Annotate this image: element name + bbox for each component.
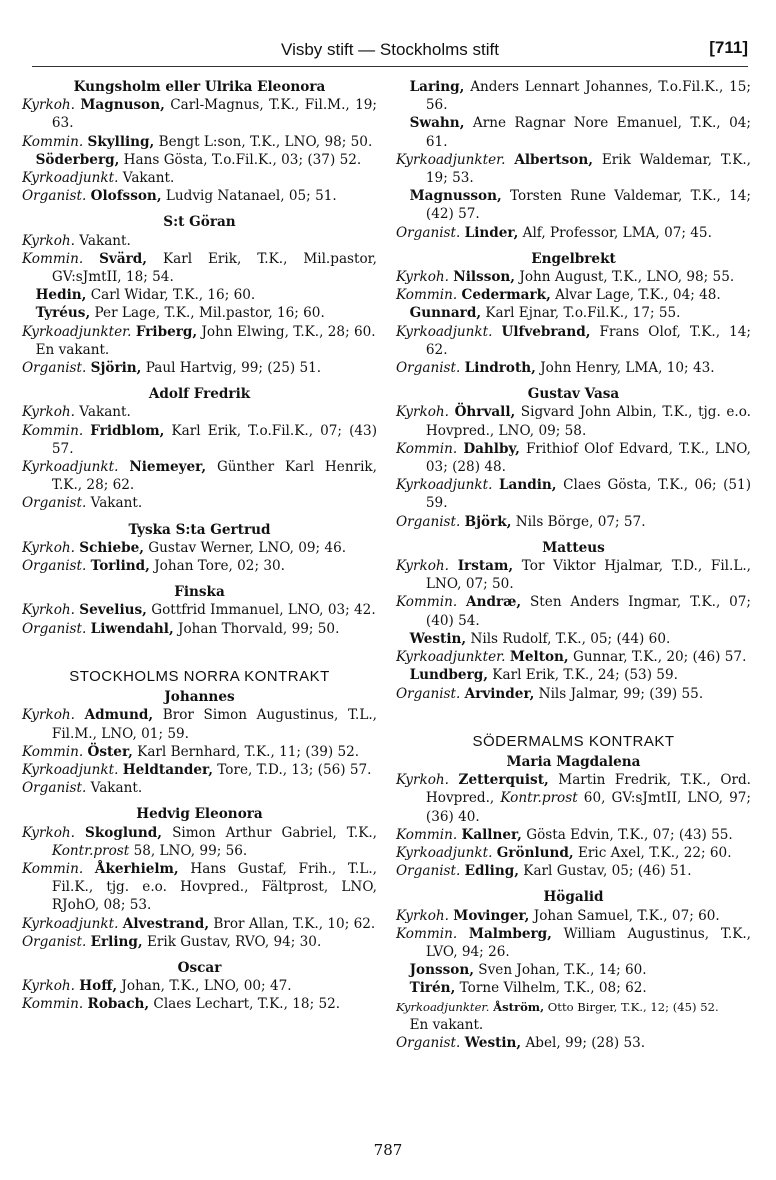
clergy-entry: Kyrkoh. Hoff, Johan, T.K., LNO, 00; 47.: [22, 978, 292, 995]
clergy-entry: Kyrkoh. Movinger, Johan Samuel, T.K., 07; 60.: [396, 907, 720, 924]
clergy-entry: Magnusson, Torsten Rune Valdemar, T.K., 14; (42) 57.: [409, 188, 751, 223]
parish-heading: Finska: [174, 584, 225, 601]
clergy-entry: Organist. Liwendahl, Johan Thorvald, 99; 50.: [22, 620, 340, 637]
clergy-entry: Kyrkoh. Magnuson, Carl-Magnus, T.K., Fil.M., 19; 63.: [22, 97, 377, 132]
clergy-entry: Kyrkoadjunkter. Albertson, Erik Waldemar, T.K., 19; 53.: [396, 151, 751, 187]
clergy-entry: Kommin. Åkerhielm, Hans Gustaf, Frih., T.L., Fil.K., tjg. e.o. Hovpred., Fältprost, LNO, RJohO, 08; 53.: [22, 860, 377, 914]
clergy-entry: Jonsson, Sven Johan, T.K., 14; 60.: [409, 962, 647, 979]
parish-heading: Hedvig Eleonora: [136, 806, 263, 823]
clergy-entry: Kyrkoadjunkt. Grönlund, Eric Axel, T.K., 22; 60.: [396, 844, 732, 861]
clergy-entry: Kyrkoadjunkt. Landin, Claes Gösta, T.K., 06; (51) 59.: [396, 477, 751, 512]
left-column: [22, 78, 377, 1014]
header-page-ref: [711]: [709, 38, 748, 57]
clergy-entry: Organist. Linder, Alf, Professor, LMA, 07; 45.: [396, 224, 712, 241]
clergy-entry: Organist. Björk, Nils Börge, 07; 57.: [396, 513, 646, 530]
clergy-entry: Kyrkoh. Öhrvall, Sigvard John Albin, T.K., tjg. e.o. Hovpred., LNO, 09; 58.: [396, 404, 751, 439]
running-header: [32, 32, 748, 67]
clergy-entry: Organist. Westin, Abel, 99; (28) 53.: [396, 1034, 646, 1051]
parish-heading: Oscar: [177, 959, 222, 976]
clergy-entry: Kyrkoh. Vakant.: [22, 232, 131, 249]
page-number: 787: [373, 1141, 403, 1159]
clergy-entry: Kyrkoadjunkt. Niemeyer, Günther Karl Henrik, T.K., 28; 62.: [22, 459, 377, 494]
clergy-entry: Kyrkoadjunkt. Heldtander, Tore, T.D., 13; (56) 57.: [22, 761, 372, 778]
clergy-entry: Kyrkoadjunkter. Friberg, John Elwing, T.K., 28; 60.: [22, 323, 376, 340]
clergy-entry: Swahn, Arne Ragnar Nore Emanuel, T.K., 04; 61.: [409, 115, 751, 150]
clergy-entry: Tyréus, Per Lage, T.K., Mil.pastor, 16; 60.: [35, 305, 325, 322]
clergy-entry: Laring, Anders Lennart Johannes, T.o.Fil.K., 15; 56.: [409, 79, 751, 114]
header-title: Visby stift — Stockholms stift: [281, 40, 499, 59]
clergy-entry: Kommin. Öster, Karl Bernhard, T.K., 11; (39) 52.: [22, 743, 360, 760]
clergy-entry: Kommin. Andræ, Sten Anders Ingmar, T.K., 07; (40) 54.: [396, 594, 751, 629]
clergy-entry: Kommin. Skylling, Bengt L:son, T.K., LNO, 98; 50.: [22, 133, 373, 150]
clergy-entry: Lundberg, Karl Erik, T.K., 24; (53) 59.: [409, 667, 678, 684]
parish-heading: Engelbrekt: [531, 250, 616, 267]
clergy-entry: Kyrkoadjunkt. Ulfvebrand, Frans Olof, T.K., 14; 62.: [396, 323, 751, 358]
clergy-entry: Gunnard, Karl Ejnar, T.o.Fil.K., 17; 55.: [409, 305, 681, 322]
parish-heading: Matteus: [542, 539, 605, 556]
clergy-entry: Tirén, Torne Vilhelm, T.K., 08; 62.: [409, 980, 647, 997]
right-column: [396, 78, 751, 1052]
clergy-entry: Organist. Olofsson, Ludvig Natanael, 05; 51.: [22, 188, 337, 205]
clergy-entry: Kyrkoadjunkter. Melton, Gunnar, T.K., 20; (46) 57.: [396, 649, 747, 666]
clergy-entry: Organist. Arvinder, Nils Jalmar, 99; (39) 55.: [396, 685, 704, 702]
clergy-entry: Kyrkoh. Admund, Bror Simon Augustinus, T.L., Fil.M., LNO, 01; 59.: [22, 707, 378, 742]
clergy-entry: Kyrkoadjunkt. Vakant.: [22, 170, 175, 187]
kontrakt-heading: STOCKHOLMS NORRA KONTRAKT: [69, 667, 330, 685]
clergy-entry: Organist. Sjörin, Paul Hartvig, 99; (25) 51.: [22, 360, 322, 377]
clergy-entry: En vakant.: [35, 341, 110, 358]
clergy-entry: Kyrkoh. Vakant.: [22, 404, 131, 421]
clergy-entry: Kommin. Dahlby, Frithiof Olof Edvard, T.K., LNO, 03; (28) 48.: [396, 440, 751, 476]
clergy-entry: Organist. Vakant.: [22, 495, 143, 512]
clergy-entry: Kommin. Robach, Claes Lechart, T.K., 18; 52.: [22, 996, 341, 1013]
parish-heading: Johannes: [164, 689, 235, 706]
clergy-entry: Söderberg, Hans Gösta, T.o.Fil.K., 03; (37) 52.: [35, 151, 362, 168]
clergy-entry: Kyrkoh. Sevelius, Gottfrid Immanuel, LNO, 03; 42.: [22, 602, 376, 619]
parish-heading: Högalid: [543, 889, 604, 906]
clergy-entry: Kyrkoadjunkter. Åström, Otto Birger, T.K., 12; (45) 52.: [396, 999, 719, 1014]
clergy-entry: Kommin. Cedermark, Alvar Lage, T.K., 04; 48.: [396, 287, 721, 304]
parish-heading: S:t Göran: [163, 214, 236, 231]
clergy-entry: Kyrkoh. Schiebe, Gustav Werner, LNO, 09; 46.: [22, 539, 347, 556]
clergy-entry: Organist. Erling, Erik Gustav, RVO, 94; 30.: [22, 933, 322, 950]
clergy-entry: Organist. Lindroth, John Henry, LMA, 10; 43.: [396, 360, 715, 377]
parish-heading: Tyska S:ta Gertrud: [128, 521, 271, 538]
clergy-entry: Hedin, Carl Widar, T.K., 16; 60.: [35, 287, 256, 304]
clergy-entry: Kyrkoh. Zetterquist, Martin Fredrik, T.K., Ord. Hovpred., Kontr.prost 60, GV:sJmtII, LNO, 97; (36) 40.: [396, 772, 751, 825]
clergy-entry: Organist. Vakant.: [22, 780, 143, 797]
clergy-entry: Kommin. Kallner, Gösta Edvin, T.K., 07; (43) 55.: [396, 826, 733, 843]
parish-heading: Adolf Fredrik: [148, 386, 251, 403]
clergy-entry: Organist. Edling, Karl Gustav, 05; (46) 51.: [396, 863, 692, 880]
clergy-entry: Kyrkoh. Nilsson, John August, T.K., LNO, 98; 55.: [396, 269, 735, 286]
clergy-entry: Kommin. Malmberg, William Augustinus, T.K., LVO, 94; 26.: [396, 925, 751, 960]
parish-heading: Gustav Vasa: [527, 386, 620, 403]
kontrakt-heading: SÖDERMALMS KONTRAKT: [472, 732, 675, 750]
clergy-entry: Westin, Nils Rudolf, T.K., 05; (44) 60.: [409, 630, 671, 647]
clergy-entry: Kyrkoh. Irstam, Tor Viktor Hjalmar, T.D., Fil.L., LNO, 07; 50.: [396, 558, 752, 593]
clergy-entry: Kyrkoh. Skoglund, Simon Arthur Gabriel, T.K., Kontr.prost 58, LNO, 99; 56.: [22, 824, 377, 859]
clergy-entry: Organist. Torlind, Johan Tore, 02; 30.: [22, 558, 285, 575]
parish-heading: Maria Magdalena: [506, 753, 641, 770]
clergy-entry: Kyrkoadjunkt. Alvestrand, Bror Allan, T.K., 10; 62.: [22, 915, 376, 932]
clergy-entry: Kommin. Fridblom, Karl Erik, T.o.Fil.K., 07; (43) 57.: [22, 422, 377, 457]
parish-heading: Kungsholm eller Ulrika Eleonora: [73, 79, 326, 95]
clergy-entry: Kommin. Svärd, Karl Erik, T.K., Mil.pastor, GV:sJmtII, 18; 54.: [22, 250, 378, 286]
clergy-entry: En vakant.: [409, 1016, 484, 1033]
